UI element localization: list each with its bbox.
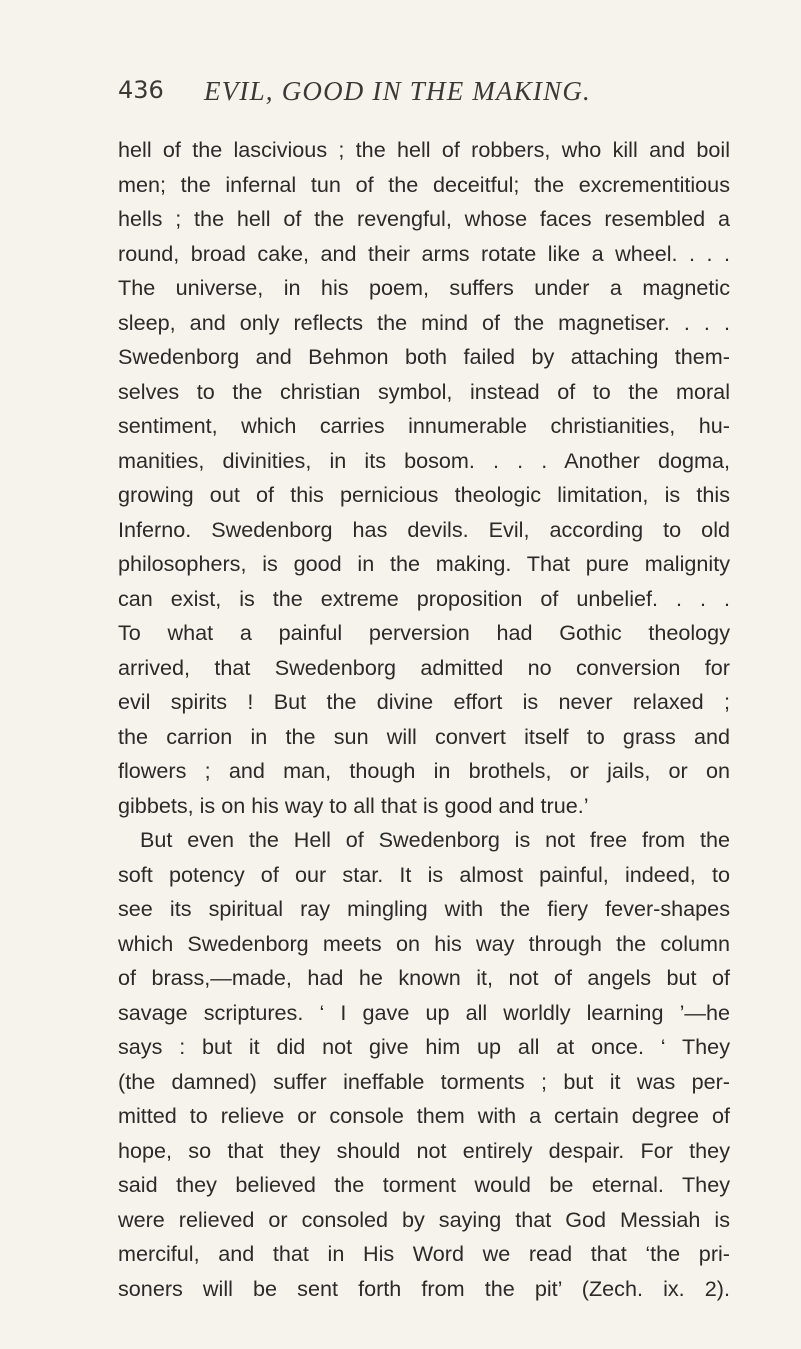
text-line: philosophers, is good in the making. That pure malignity xyxy=(118,551,730,576)
text-line: of brass,—made, had he known it, not of angels but of xyxy=(118,965,730,990)
text-line: soft potency of our star. It is almost painful, indeed, to xyxy=(118,861,730,887)
text-line: see its spiritual ray mingling with the fiery fever-shapes xyxy=(118,896,730,921)
text-line: hell of the lascivious ; the hell of robbers, who kill and boil xyxy=(118,137,730,162)
text-line: sentiment, which carries innumerable christianities, hu- xyxy=(118,413,730,438)
page-number: 436 xyxy=(118,76,164,104)
text-line: Inferno. Swedenborg has devils. Evil, according to old xyxy=(118,516,730,542)
text-line: said they believed the torment would be eternal. They xyxy=(118,1172,730,1197)
text-line: round, broad cake, and their arms rotate like a wheel. . . . xyxy=(118,240,730,266)
text-line: To what a painful perversion had Gothic theology xyxy=(118,620,730,645)
running-title: EVIL, GOOD IN THE MAKING. xyxy=(204,76,591,106)
text-line: were relieved or consoled by saying that God Messiah is xyxy=(118,1206,730,1232)
text-line: flowers ; and man, though in brothels, or jails, or on xyxy=(118,758,730,783)
text-line: men; the infernal tun of the deceitful; the excrementitious xyxy=(118,171,730,197)
text-line: hells ; the hell of the revengful, whose faces resembled a xyxy=(118,206,730,231)
text-line: growing out of this pernicious theologic limitation, is this xyxy=(118,482,730,507)
text-line: mitted to relieve or console them with a certain degree of xyxy=(118,1103,730,1128)
text-line: Swedenborg and Behmon both failed by attaching them- xyxy=(118,344,730,369)
text-line: can exist, is the extreme proposition of unbelief. . . . xyxy=(118,585,730,611)
text-line: gibbets, is on his way to all that is good and true.’ xyxy=(118,792,589,818)
text-line: soners will be sent forth from the pit’ (Zech. ix. 2). xyxy=(118,1275,730,1301)
text-line: manities, divinities, in its bosom. . . . Another dogma, xyxy=(118,447,730,473)
text-line: the carrion in the sun will convert itself to grass and xyxy=(118,723,730,749)
text-line: merciful, and that in His Word we read that ‘the pri- xyxy=(118,1241,730,1266)
text-line: says : but it did not give him up all at once. ‘ They xyxy=(118,1034,730,1059)
page-header xyxy=(118,76,728,116)
text-line: hope, so that they should not entirely despair. For they xyxy=(118,1137,730,1163)
body-text xyxy=(118,133,730,1306)
paragraph-first-line: But even the Hell of Swedenborg is not free from the xyxy=(140,827,730,852)
text-line: (the damned) suffer ineffable torments ; but it was per- xyxy=(118,1068,730,1094)
text-line: sleep, and only reflects the mind of the magnetiser. . . . xyxy=(118,309,730,335)
text-line: which Swedenborg meets on his way through the column xyxy=(118,930,730,956)
text-line: The universe, in his poem, suffers under a magnetic xyxy=(118,275,730,300)
text-line: arrived, that Swedenborg admitted no conversion for xyxy=(118,654,730,680)
text-line: selves to the christian symbol, instead of to the moral xyxy=(118,378,730,404)
text-line: savage scriptures. ‘ I gave up all worldly learning ’—he xyxy=(118,999,730,1025)
text-line: evil spirits ! But the divine effort is never relaxed ; xyxy=(118,689,730,714)
